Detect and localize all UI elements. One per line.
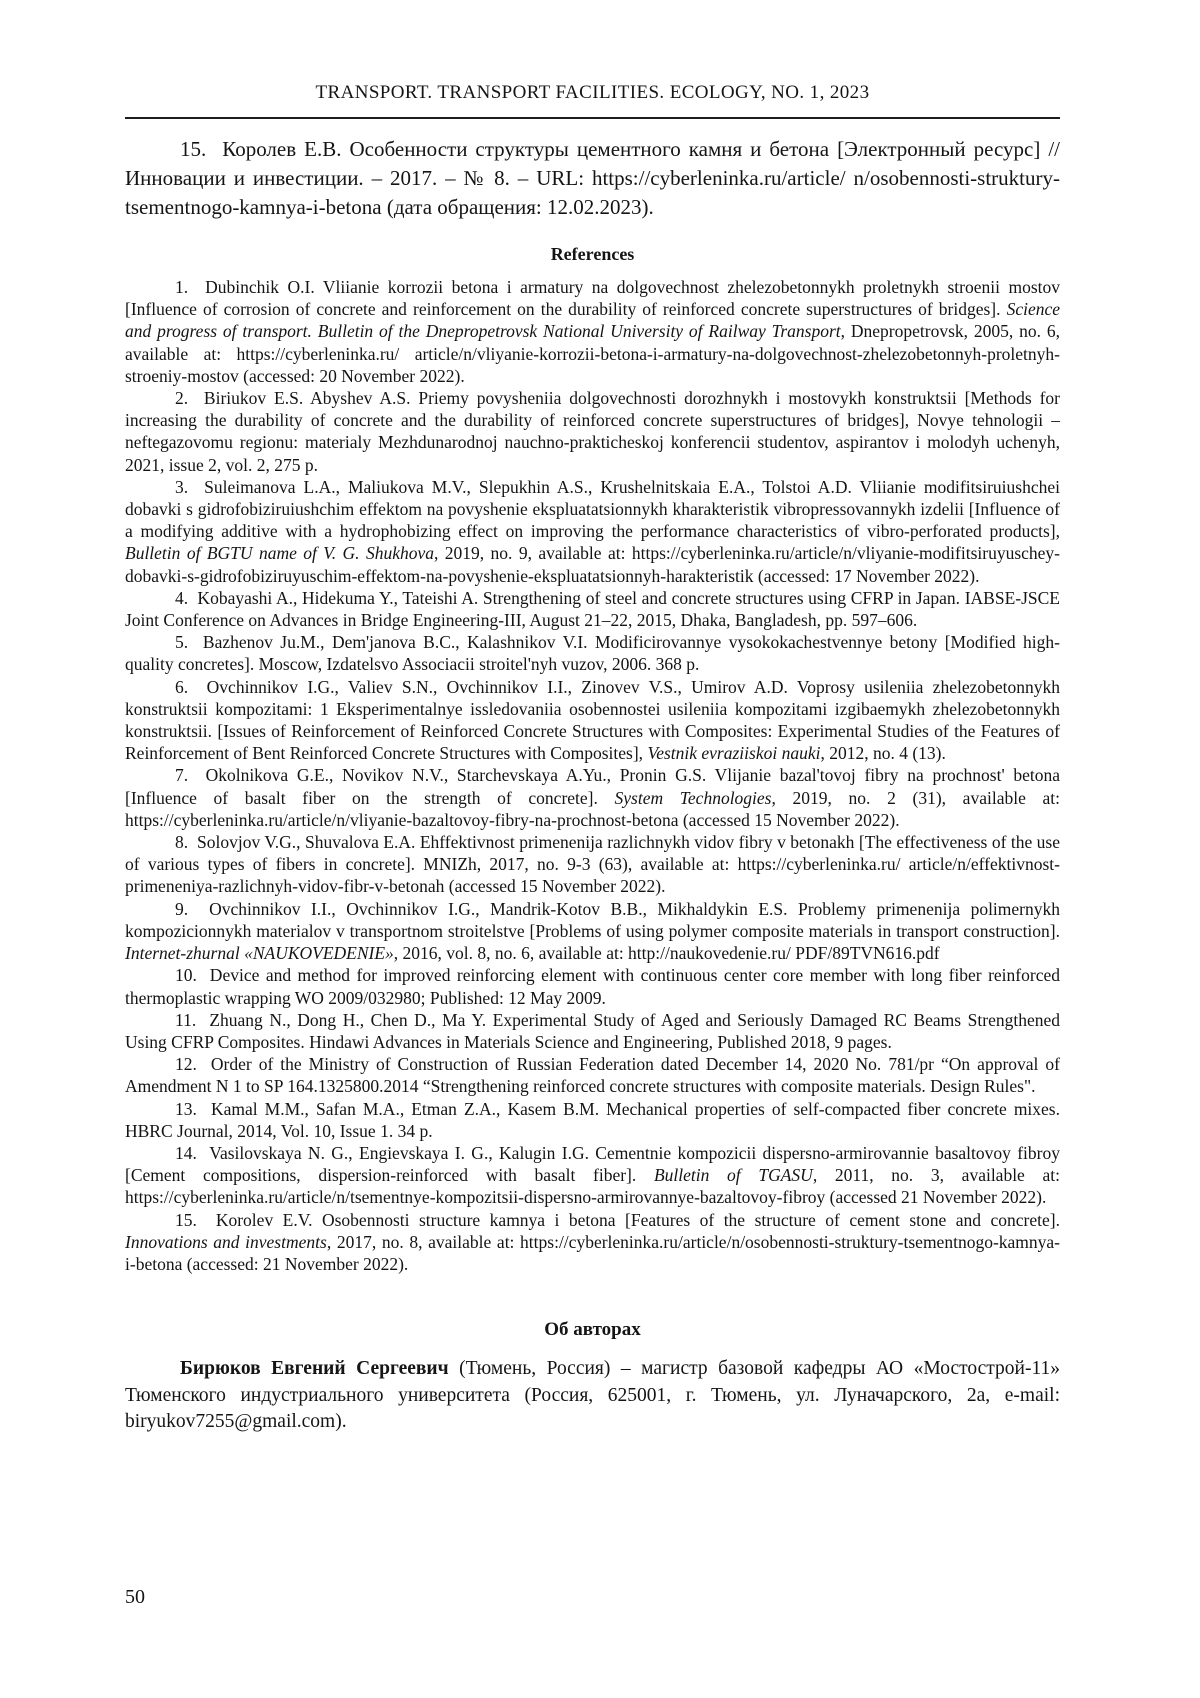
- text-segment: Innovations and investments: [125, 1231, 327, 1252]
- reference-item: [125, 276, 1060, 387]
- text-segment: 7. Okolnikova G.E., Novikov N.V., Starchevskaya A.Yu., Pronin G.S. Vlijanie bazal'tovoj fibry na prochnost' betona [Influence of basalt fiber on the strength of concrete].: [125, 765, 1060, 808]
- text-segment: Bulletin of TGASU: [653, 1165, 813, 1186]
- text-segment: System Technologies: [614, 787, 772, 808]
- text-segment: , 2019, no. 2 (31), available at: https://cyberleninka.ru/article/n/vliyanie-bazaltovoy-fibry-na-prochnost-betona (accessed 15 November 2022).: [125, 787, 1060, 830]
- reference-item: [125, 387, 1060, 476]
- text-segment: (Тюмень, Россия) – магистр базовой кафедры АО «Мостострой-11» Тюменского индустриального университета (Россия, 625001, г. Тюмень, ул. Луначарского, 2а, e-mail: biryukov7255@gmail.com).: [125, 1358, 1060, 1433]
- reference-item: [125, 1009, 1060, 1053]
- text-segment: , 2016, vol. 8, no. 6, available at: http://naukovedenie.ru/ PDF/89TVN616.pdf: [393, 943, 940, 964]
- text-segment: 12. Order of the Ministry of Construction of Russian Federation dated December 14, 2020 No. 781/pr “On approval of Amendment N 1 to SP 164.1325800.2014 “Strengthening reinforced concrete structures with composite materials. Design Rules".: [125, 1054, 1060, 1097]
- reference-item: [125, 764, 1060, 831]
- lead-reference-paragraph: [125, 135, 1060, 222]
- reference-item: [125, 587, 1060, 631]
- reference-item: [125, 1053, 1060, 1097]
- text-segment: , 2012, no. 4 (13).: [820, 743, 946, 764]
- reference-item: [125, 476, 1060, 587]
- text-segment: 11. Zhuang N., Dong H., Chen D., Ma Y. Experimental Study of Aged and Seriously Damaged RC Beams Strengthened Using CFRP Composites. Hindawi Advances in Materials Science and Engineering, Published 2018, 9 pages.: [125, 1009, 1060, 1052]
- text-segment: 3. Suleimanova L.A., Maliukova M.V., Slepukhin A.S., Krushelnitskaia E.A., Tolstoi A.D. Vliianie modifitsiruiushchei dobavki s gidrofobiziruiushchim effektom na povyshenie ekspluatatsionnykh kharakteristik vibropressovannykh izdelii [Influence of a modifying additive with a hydrophobizing effect on improving the performance characteristics of vibro-perforated products],: [125, 476, 1060, 542]
- text-segment: 8. Solovjov V.G., Shuvalova E.A. Ehffektivnost primenenija razlichnykh vidov fibry v betonakh [The effectiveness of the use of various types of fibers in concrete]. MNIZh, 2017, no. 9-3 (63), available at: https://cyberleninka.ru/ article/n/effektivnost-primeneniya-razlichnyh-vidov-fibr-v-betonah (accessed 15 November 2022).: [125, 832, 1060, 897]
- reference-item: [125, 831, 1060, 898]
- text-segment: , 2017, no. 8, available at: https://cyberleninka.ru/article/n/osobennosti-struktury-tsementnogo-kamnya-i-betona (accessed: 21 November 2022).: [125, 1231, 1060, 1274]
- reference-item: [125, 631, 1060, 675]
- text-segment: , Dnepropetrovsk, 2005, no. 6, available at: https://cyberleninka.ru/ article/n/vliyanie-korrozii-betona-i-armatury-na-dolgovechnost-zhelezobetonnyh-proletnyh-stroeniy-mostov (accessed: 20 November 2022).: [125, 321, 1060, 386]
- references-list: [125, 276, 1060, 1275]
- text-segment: Bulletin of BGTU name of V. G. Shukhova: [125, 543, 434, 564]
- reference-item: [125, 1142, 1060, 1209]
- about-authors-heading: Об авторах: [544, 1319, 641, 1341]
- journal-header: TRANSPORT. TRANSPORT FACILITIES. ECOLOGY, NO. 1, 2023: [315, 82, 870, 103]
- text-segment: 13. Kamal M.M., Safan M.A., Etman Z.A., Kasem B.M. Mechanical properties of self-compacted fiber concrete mixes. HBRC Journal, 2014, Vol. 10, Issue 1. 34 p.: [125, 1098, 1060, 1141]
- text-segment: 14. Vasilovskaya N. G., Engievskaya I. G., Kalugin I.G. Cementnie kompozicii dispersno-armirovannie basaltovoy fibroy [Cement compositions, dispersion-reinforced with basalt fiber].: [125, 1142, 1060, 1186]
- author-paragraph: [125, 1356, 1060, 1436]
- text-segment: Internet-zhurnal «NAUKOVEDENIE»: [125, 943, 394, 964]
- text-segment: 4. Kobayashi A., Hidekuma Y., Tateishi A. Strengthening of steel and concrete structures using CFRP in Japan. IABSE-JSCE Joint Conference on Advances in Bridge Engineering-III, August 21–22, 2015, Dhaka, Bangladesh, pp. 597–606.: [125, 587, 1060, 631]
- text-segment: 15. Королев Е.В. Особенности структуры цементного камня и бетона [Электронный ресурс] // Инновации и инвестиции. – 2017. – № 8. – URL: https://cyberleninka.ru/article/ n/osobennosti-struktury-tsementnogo-kamnya-i-betona (дата обращения: 12.02.2023).: [125, 137, 1060, 219]
- references-heading: References: [550, 244, 635, 264]
- text-segment: , 2011, no. 3, available at: https://cyberleninka.ru/article/n/tsementnye-kompozitsii-dispersno-armirovannye-bazaltovoy-fibroy (accessed 21 November 2022).: [125, 1165, 1061, 1208]
- text-segment: 5. Bazhenov Ju.M., Dem'janova B.C., Kalashnikov V.I. Modificirovannye vysokokachestvennye betony [Modified high-quality concretes]. Moscow, Izdatelsvo Associacii stroitel'nyh vuzov, 2006. 368 p.: [125, 632, 1060, 675]
- text-segment: 1. Dubinchik O.I. Vliianie korrozii betona i armatury na dolgovechnost zhelezobetonnykh proletnykh stroenii mostov [Influence of corrosion of concrete and reinforcement on the durability of reinforced concrete superstructures of bridges].: [125, 277, 1060, 320]
- page-number: 50: [125, 1586, 145, 1608]
- reference-item: [125, 1209, 1060, 1276]
- text-segment: , 2019, no. 9, available at: https://cyberleninka.ru/article/n/vliyanie-modifitsiruyuschey-dobavki-s-gidrofobiziruyuschim-effektom-na-povyshenie-ekspluatatsionnyh-harakteristik (accessed: 17 November 2022).: [125, 543, 1060, 586]
- text-segment: Science and progress of transport. Bulletin of the Dnepropetrovsk National University of Railway Transport: [125, 299, 1060, 342]
- reference-item: [125, 676, 1060, 765]
- reference-item: [125, 1098, 1060, 1142]
- text-segment: 2. Biriukov E.S. Abyshev A.S. Priemy povysheniia dolgovechnosti dorozhnykh i mostovykh konstruktsii [Methods for increasing the durability of concrete and the durability of reinforced concrete superstructures of bridges], Novye tehnologii – neftegazovomu regionu: materialy Mezhdunarodnoj nauchno-prakticheskoj konferencii studentov, aspirantov i molodyh uchenyh, 2021, issue 2, vol. 2, 275 p.: [125, 388, 1060, 475]
- text-segment: Бирюков Евгений Сергеевич: [180, 1358, 449, 1380]
- reference-item: [125, 964, 1060, 1008]
- text-segment: Vestnik evraziiskoi nauki: [647, 743, 821, 764]
- text-segment: 6. Ovchinnikov I.G., Valiev S.N., Ovchinnikov I.I., Zinovev V.S., Umirov A.D. Voprosy usileniia zhelezobetonnykh konstruktsii kompozitami: 1 Eksperimentalnye issledovaniia osobennostei usileniia kompozitami izgibaemykh zhelezobetonnykh konstruktsii. [Issues of Reinforcement of Reinforced Concrete Structures with Composites: Experimental Studies of the Features of Reinforcement of Bent Reinforced Concrete Structures with Composites],: [125, 676, 1060, 764]
- header-rule: [125, 117, 1060, 119]
- text-segment: 9. Ovchinnikov I.I., Ovchinnikov I.G., Mandrik-Kotov B.B., Mikhaldykin E.S. Problemy primenenija polimernykh kompozicionnykh materialov v transportnom stroitelstve [Problems of using polymer composite materials in transport construction].: [125, 898, 1060, 941]
- text-segment: 15. Korolev E.V. Osobennosti structure kamnya i betona [Features of the structure of cement stone and concrete].: [175, 1209, 1060, 1230]
- text-segment: 10. Device and method for improved reinforcing element with continuous center core member with long fiber reinforced thermoplastic wrapping WO 2009/032980; Published: 12 May 2009.: [125, 965, 1060, 1008]
- reference-item: [125, 898, 1060, 965]
